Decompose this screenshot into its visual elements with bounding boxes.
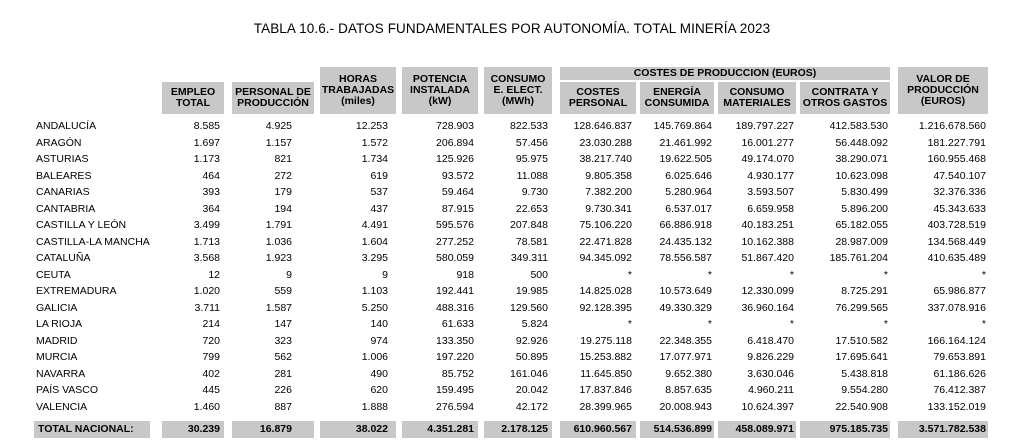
table-cell: 214 — [202, 318, 220, 331]
table-cell: 281 — [274, 367, 292, 380]
table-cell: 5.438.818 — [841, 367, 888, 380]
table-cell: 17.077.971 — [659, 351, 712, 364]
total-cell: 975.185.735 — [800, 421, 890, 438]
table-cell: 1.923 — [265, 252, 292, 265]
table-cell: 1.734 — [361, 153, 388, 166]
table-cell: 65.182.055 — [835, 219, 888, 232]
table-cell: 20.008.943 — [659, 400, 712, 413]
table-cell: 19.275.118 — [580, 334, 632, 347]
table-cell: 799 — [202, 351, 220, 364]
table-cell: 24.435.132 — [659, 235, 712, 248]
table-cell: 19.622.505 — [659, 153, 712, 166]
table-cell: 1.791 — [265, 219, 292, 232]
region-name: NAVARRA — [36, 367, 86, 380]
table-cell: 145.769.864 — [653, 120, 712, 132]
table-cell: 207.848 — [510, 219, 548, 232]
table-row — [0, 151, 1024, 167]
table-cell: 22.471.828 — [579, 235, 632, 248]
region-name: EXTREMADURA — [36, 285, 117, 298]
total-label: TOTAL NACIONAL: — [34, 421, 150, 438]
table-cell: 185.761.204 — [829, 252, 888, 265]
table-cell: 6.418.470 — [747, 334, 794, 347]
total-cell: 16.879 — [232, 421, 314, 438]
table-row — [0, 118, 1024, 134]
table-cell: 393 — [202, 186, 220, 199]
header-line: TRABAJADAS — [321, 84, 395, 96]
table-row — [0, 366, 1024, 382]
table-cell: 45.343.633 — [933, 202, 986, 215]
table-cell: 9 — [382, 268, 388, 281]
table-cell: * — [707, 318, 712, 331]
region-name: VALENCIA — [36, 400, 88, 413]
header-line: POTENCIA — [412, 73, 468, 85]
table-cell: 4.491 — [361, 219, 388, 232]
table-cell: 140 — [370, 318, 388, 331]
table-cell: 12.253 — [355, 120, 388, 132]
table-row — [0, 250, 1024, 266]
total-cell: 38.022 — [320, 421, 396, 438]
table-cell: 3.593.507 — [747, 186, 794, 199]
table-cell: 47.540.107 — [933, 169, 986, 182]
header-line: PERSONAL — [568, 97, 628, 109]
table-cell: 22.653 — [515, 202, 548, 215]
table-cell: 720 — [202, 334, 220, 347]
table-cell: * — [789, 268, 794, 281]
table-cell: 412.583.530 — [829, 120, 888, 132]
table-cell: 402 — [202, 367, 220, 380]
table-cell: 17.837.846 — [579, 384, 632, 397]
table-cell: 160.955.468 — [927, 153, 986, 166]
header-line: CONSUMIDA — [644, 97, 710, 109]
table-cell: 87.915 — [441, 202, 474, 215]
table-cell: 5.830.499 — [841, 186, 888, 199]
table-cell: * — [707, 268, 712, 281]
table-cell: 50.895 — [515, 351, 548, 364]
table-cell: 410.635.489 — [927, 252, 986, 265]
table-cell: 161.046 — [510, 367, 548, 380]
header-line: (EUROS) — [920, 95, 966, 107]
table-cell: 36.960.164 — [741, 301, 794, 314]
table-cell: 1.697 — [193, 136, 220, 149]
header-line: (miles) — [341, 95, 375, 107]
table-cell: 28.399.965 — [579, 400, 632, 413]
table-cell: 32.376.336 — [933, 186, 986, 199]
table-cell: 11.645.850 — [580, 367, 632, 380]
table-cell: 133.350 — [436, 334, 474, 347]
table-cell: 17.695.641 — [835, 351, 888, 364]
total-cell: 3.571.782.538 — [898, 421, 988, 438]
region-name: BALEARES — [36, 169, 92, 182]
table-cell: 17.510.582 — [835, 334, 888, 347]
table-cell: 349.311 — [510, 252, 548, 265]
table-title: TABLA 10.6.- DATOS FUNDAMENTALES POR AUTONOMÍA. TOTAL MINERÍA 2023 — [253, 21, 771, 36]
table-cell: 918 — [456, 268, 474, 281]
table-cell: 3.295 — [361, 252, 388, 265]
table-cell: 76.299.565 — [835, 301, 888, 314]
table-cell: 10.162.388 — [741, 235, 794, 248]
header-line: PRODUCCIÓN — [237, 97, 309, 109]
table-cell: 4.960.211 — [748, 384, 794, 397]
total-cell: 610.960.567 — [560, 421, 636, 438]
region-name: CATALUÑA — [36, 252, 91, 265]
table-row — [0, 382, 1024, 398]
table-cell: 147 — [274, 318, 292, 331]
header-line: COSTES — [576, 86, 620, 98]
table-cell: 3.499 — [193, 219, 220, 232]
table-cell: 403.728.519 — [927, 219, 986, 232]
table-cell: 10.573.649 — [659, 285, 712, 298]
table-cell: 85.752 — [441, 367, 474, 380]
header-empleo-total — [162, 82, 224, 114]
table-cell: 20.042 — [515, 384, 548, 397]
table-cell: 8.857.635 — [665, 384, 712, 397]
table-cell: 38.217.740 — [579, 153, 632, 166]
table-cell: * — [627, 318, 632, 331]
table-cell: 51.867.420 — [741, 252, 794, 265]
table-cell: 134.568.449 — [927, 235, 986, 248]
header-line: VALOR DE — [916, 73, 970, 85]
table-cell: 59.464 — [441, 186, 474, 199]
region-name: LA RIOJA — [36, 318, 83, 331]
region-name: CEUTA — [36, 268, 71, 281]
table-cell: 8.585 — [193, 120, 220, 132]
table-cell: 1.006 — [361, 351, 388, 364]
table-row — [0, 168, 1024, 184]
header-line: CONSUMO — [490, 73, 546, 85]
table-cell: 79.653.891 — [933, 351, 986, 364]
table-cell: 179 — [274, 186, 292, 199]
table-cell: 56.448.092 — [835, 136, 888, 149]
table-cell: 12 — [208, 268, 220, 281]
table-cell: 125.926 — [436, 153, 474, 166]
table-cell: 1.036 — [265, 235, 292, 248]
region-name: MADRID — [36, 334, 78, 347]
table-cell: 49.174.070 — [741, 153, 794, 166]
table-cell: 189.797.227 — [735, 120, 794, 132]
table-cell: 192.441 — [436, 285, 474, 298]
table-cell: 1.216.678.560 — [918, 120, 986, 132]
region-name: PAÍS VASCO — [36, 384, 99, 397]
table-cell: 580.059 — [436, 252, 474, 265]
table-cell: 6.659.958 — [747, 202, 794, 215]
table-cell: 206.894 — [436, 136, 474, 149]
table-row — [0, 283, 1024, 299]
total-cell: 514.536.899 — [640, 421, 714, 438]
table-cell: 272 — [274, 169, 292, 182]
table-cell: 92.926 — [515, 334, 548, 347]
table-cell: 6.537.017 — [665, 202, 712, 215]
table-row — [0, 135, 1024, 151]
table-cell: 57.456 — [515, 136, 548, 149]
table-cell: * — [789, 318, 794, 331]
table-cell: * — [981, 268, 986, 281]
table-cell: 887 — [274, 400, 292, 413]
table-cell: 5.250 — [361, 301, 388, 314]
table-cell: 1.572 — [361, 136, 388, 149]
table-cell: 277.252 — [436, 235, 474, 248]
table-cell: 276.594 — [436, 400, 474, 413]
region-name: MURCIA — [36, 351, 78, 364]
table-cell: 323 — [274, 334, 292, 347]
table-cell: 197.220 — [436, 351, 474, 364]
header-line: (kW) — [428, 95, 452, 107]
table-cell: 9.554.280 — [841, 384, 888, 397]
table-cell: 445 — [202, 384, 220, 397]
header-line: ENERGÍA — [653, 86, 701, 98]
table-row — [0, 184, 1024, 200]
table-cell: 6.025.646 — [665, 169, 712, 182]
table-cell: 12.330.099 — [741, 285, 794, 298]
table-cell: 3.711 — [194, 301, 220, 314]
header-line: PRODUCCIÓN — [907, 84, 979, 96]
region-name: CASTILLA-LA MANCHA — [36, 235, 150, 248]
table-row — [0, 333, 1024, 349]
table-cell: * — [883, 318, 888, 331]
header-personal-produccion — [232, 82, 314, 114]
table-cell: 9.826.229 — [747, 351, 794, 364]
table-row — [0, 300, 1024, 316]
table-cell: 23.030.288 — [579, 136, 632, 149]
table-cell: 3.630.046 — [747, 367, 794, 380]
table-cell: 94.345.092 — [579, 252, 632, 265]
table-cell: 75.106.220 — [579, 219, 632, 232]
table-cell: 1.713 — [193, 235, 220, 248]
header-line: EMPLEO — [170, 86, 216, 98]
table-cell: 619 — [370, 169, 388, 182]
table-cell: 3.568 — [193, 252, 220, 265]
table-cell: 49.330.329 — [659, 301, 712, 314]
table-cell: 159.495 — [436, 384, 474, 397]
table-cell: 9.730 — [521, 186, 548, 199]
header-line: PERSONAL DE — [235, 86, 311, 98]
table-cell: 22.540.908 — [835, 400, 888, 413]
table-row — [0, 349, 1024, 365]
table-cell: 821 — [274, 153, 292, 166]
table-cell: 38.290.071 — [835, 153, 888, 166]
total-cell: 2.178.125 — [484, 421, 552, 438]
table-cell: 95.975 — [515, 153, 548, 166]
table-row — [0, 201, 1024, 217]
header-energia-consumida — [640, 82, 714, 114]
header-line: CONSUMO — [729, 86, 785, 98]
table-cell: 19.985 — [515, 285, 548, 298]
table-cell: 8.725.291 — [841, 285, 888, 298]
table-cell: 728.903 — [436, 120, 474, 132]
table-cell: 500 — [530, 268, 548, 281]
table-cell: 28.987.009 — [835, 235, 888, 248]
table-cell: 92.128.395 — [579, 301, 632, 314]
header-line: TOTAL — [175, 97, 211, 109]
table-cell: 166.164.124 — [927, 334, 986, 347]
region-name: ANDALUCÍA — [36, 120, 97, 132]
table-cell: 66.886.918 — [659, 219, 712, 232]
table-cell: 181.227.791 — [927, 136, 986, 149]
table-cell: 562 — [274, 351, 292, 364]
table-cell: 5.824 — [521, 318, 548, 331]
region-name: CASTILLA Y LEÓN — [36, 219, 127, 232]
header-line: CONTRATA Y — [811, 86, 879, 98]
table-cell: 4.925 — [265, 120, 292, 132]
table-cell: 1.888 — [361, 400, 388, 413]
table-cell: 11.088 — [516, 169, 548, 182]
table-cell: 559 — [274, 285, 292, 298]
table-cell: 437 — [370, 202, 388, 215]
table-cell: 464 — [202, 169, 220, 182]
table-cell: 5.280.964 — [665, 186, 712, 199]
table-cell: 10.624.397 — [741, 400, 794, 413]
header-potencia-instalada — [402, 67, 478, 114]
table-cell: 4.930.177 — [747, 169, 794, 182]
header-line: (MWh) — [501, 95, 535, 107]
table-row — [0, 399, 1024, 415]
table-cell: * — [981, 318, 986, 331]
table-cell: 9 — [286, 268, 292, 281]
table-cell: 14.825.028 — [579, 285, 632, 298]
table-cell: 129.560 — [510, 301, 548, 314]
table-cell: 1.020 — [193, 285, 220, 298]
header-consumo-materiales — [718, 82, 796, 114]
table-cell: 7.382.200 — [585, 186, 632, 199]
header-horas-trabajadas — [320, 67, 396, 114]
total-cell: 30.239 — [162, 421, 224, 438]
table-cell: 40.183.251 — [741, 219, 794, 232]
header-consumo-electrico — [484, 67, 552, 114]
table-cell: 9.730.341 — [585, 202, 632, 215]
header-line: INSTALADA — [410, 84, 470, 96]
region-name: CANTABRIA — [36, 202, 96, 215]
table-cell: 488.316 — [436, 301, 474, 314]
table-row — [0, 267, 1024, 283]
table-cell: 9.805.358 — [585, 169, 632, 182]
table-cell: 1.173 — [193, 153, 220, 166]
table-cell: 337.078.916 — [927, 301, 986, 314]
total-cell: 458.089.971 — [718, 421, 796, 438]
table-cell: 78.581 — [515, 235, 548, 248]
table-cell: 9.652.380 — [665, 367, 712, 380]
table-cell: 194 — [274, 202, 292, 215]
table-cell: 1.587 — [265, 301, 292, 314]
region-name: GALICIA — [36, 301, 78, 314]
table-cell: 1.103 — [361, 285, 388, 298]
table-cell: 61.633 — [441, 318, 474, 331]
region-name: ASTURIAS — [36, 153, 89, 166]
header-line: COSTES DE PRODUCCION (EUROS) — [633, 67, 817, 79]
table-cell: 595.576 — [436, 219, 474, 232]
table-cell: 93.572 — [441, 169, 474, 182]
table-cell: 61.186.626 — [933, 367, 986, 380]
header-line: OTROS GASTOS — [802, 97, 888, 109]
header-costes-produccion-group — [560, 67, 890, 80]
table-row — [0, 234, 1024, 250]
total-cell: 4.351.281 — [402, 421, 478, 438]
total-row — [0, 421, 1024, 438]
table-row — [0, 217, 1024, 233]
header-costes-personal — [560, 82, 636, 114]
table-cell: 1.604 — [361, 235, 388, 248]
table-cell: 10.623.098 — [835, 169, 888, 182]
table-cell: 78.556.587 — [659, 252, 712, 265]
header-valor-produccion — [898, 67, 988, 114]
table-cell: 974 — [370, 334, 388, 347]
table-cell: 364 — [202, 202, 220, 215]
table-cell: 42.172 — [515, 400, 548, 413]
region-name: CANARIAS — [36, 186, 90, 199]
header-contrata-otros-gastos — [800, 82, 890, 114]
table-cell: 1.460 — [193, 400, 220, 413]
table-cell: 15.253.882 — [579, 351, 632, 364]
table-cell: 1.157 — [265, 136, 292, 149]
header-line: E. ELECT. — [493, 84, 543, 96]
table-cell: * — [627, 268, 632, 281]
table-cell: 5.896.200 — [841, 202, 888, 215]
table-cell: 490 — [370, 367, 388, 380]
table-cell: 22.348.355 — [659, 334, 712, 347]
table-cell: 226 — [274, 384, 292, 397]
table-cell: 65.986.877 — [933, 285, 986, 298]
table-cell: 76.412.387 — [933, 384, 986, 397]
header-line: HORAS — [339, 73, 377, 85]
table-cell: 822.533 — [510, 120, 548, 132]
table-row — [0, 316, 1024, 332]
table-cell: * — [883, 268, 888, 281]
header-line: MATERIALES — [723, 97, 791, 109]
table-cell: 537 — [370, 186, 388, 199]
table-cell: 620 — [370, 384, 388, 397]
region-name: ARAGÓN — [36, 136, 82, 149]
table-cell: 21.461.992 — [659, 136, 712, 149]
table-cell: 128.646.837 — [573, 120, 632, 132]
table-cell: 16.001.277 — [741, 136, 794, 149]
table-cell: 133.152.019 — [927, 400, 986, 413]
